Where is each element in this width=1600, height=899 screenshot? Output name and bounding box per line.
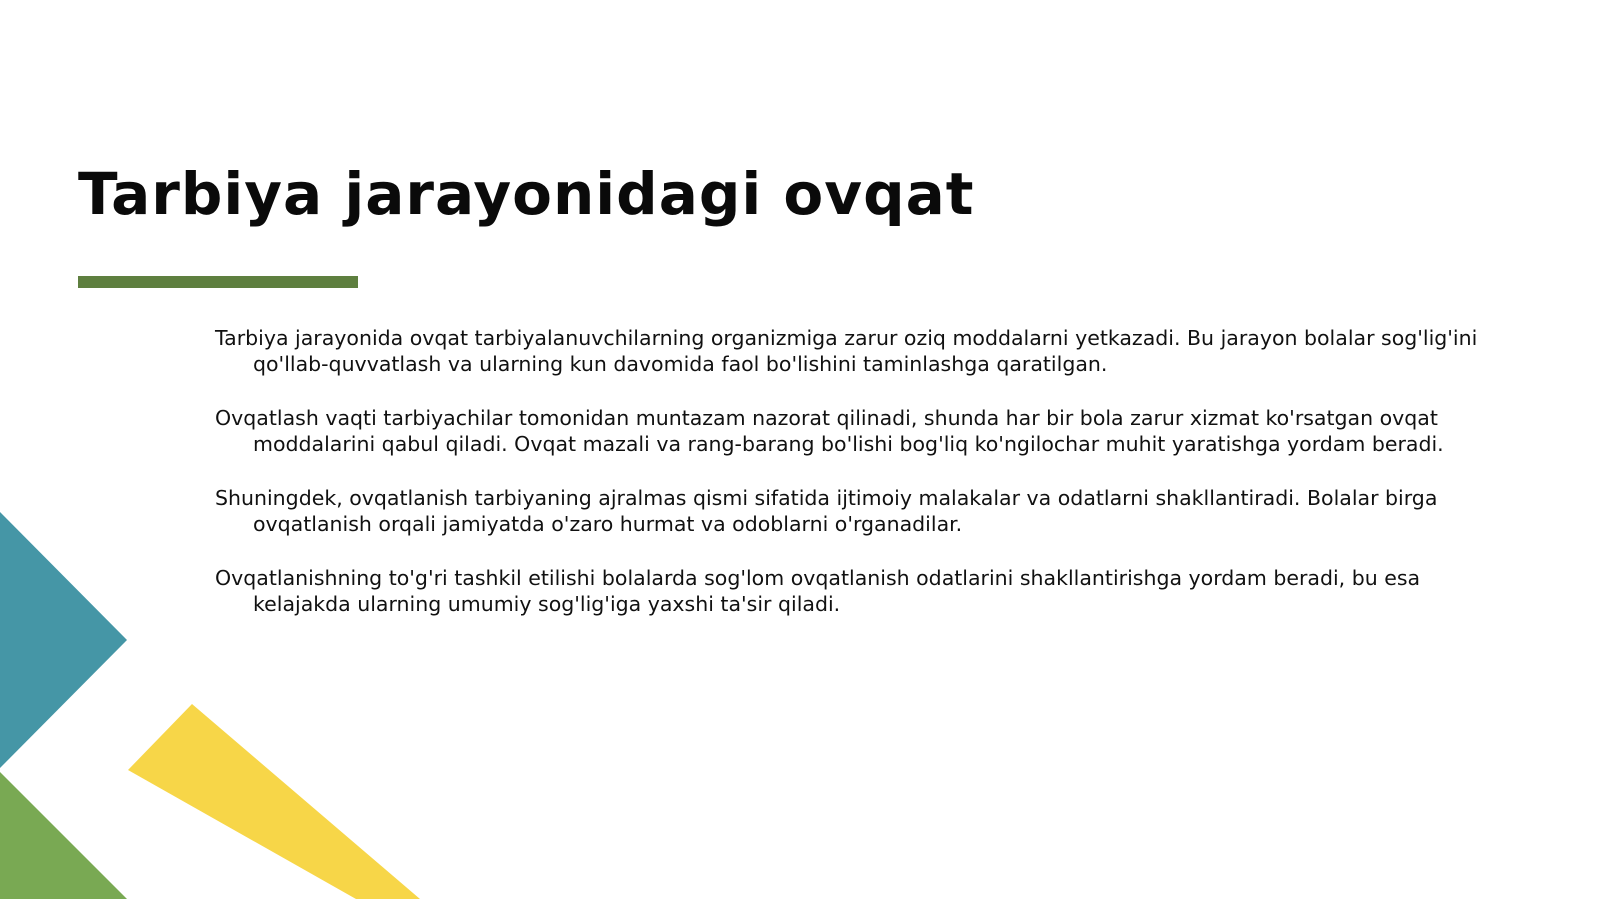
- paragraph: Tarbiya jarayonida ovqat tarbiyalanuvchilarning organizmiga zarur oziq moddalarni yetkazadi. Bu jarayon bolalar sog'lig'ini qo'llab-quvvatlash va ularning kun davomida faol bo'lishini taminlashga qaratilgan.: [215, 326, 1478, 376]
- title-underline: [78, 276, 358, 288]
- paragraph: Ovqatlanishning to'g'ri tashkil etilishi bolalarda sog'lom ovqatlanish odatlarini shakllantirishga yordam beradi, bu esa kelajakda ularning umumiy sog'lig'iga yaxshi ta'sir qiladi.: [215, 566, 1421, 616]
- paragraph: Shuningdek, ovqatlanish tarbiyaning ajralmas qismi sifatida ijtimoiy malakalar va odatlarni shakllantiradi. Bolalar birga ovqatlanish orqali jamiyatda o'zaro hurmat va odoblarni o'rganadilar.: [215, 486, 1438, 536]
- green-triangle-shape: [0, 772, 127, 899]
- paragraph: Ovqatlash vaqti tarbiyachilar tomonidan muntazam nazorat qilinadi, shunda har bir bola zarur xizmat ko'rsatgan ovqat moddalarini qabul qiladi. Ovqat mazali va rang-barang bo'lishi bog'liq ko'ngilochar muhit yaratishga yordam beradi.: [215, 406, 1444, 456]
- teal-triangle-shape: [0, 512, 127, 768]
- yellow-stripe-shape: [128, 704, 420, 899]
- body-paragraphs: [215, 326, 1515, 646]
- slide-title: Tarbiya jarayonidagi ovqat: [78, 160, 975, 228]
